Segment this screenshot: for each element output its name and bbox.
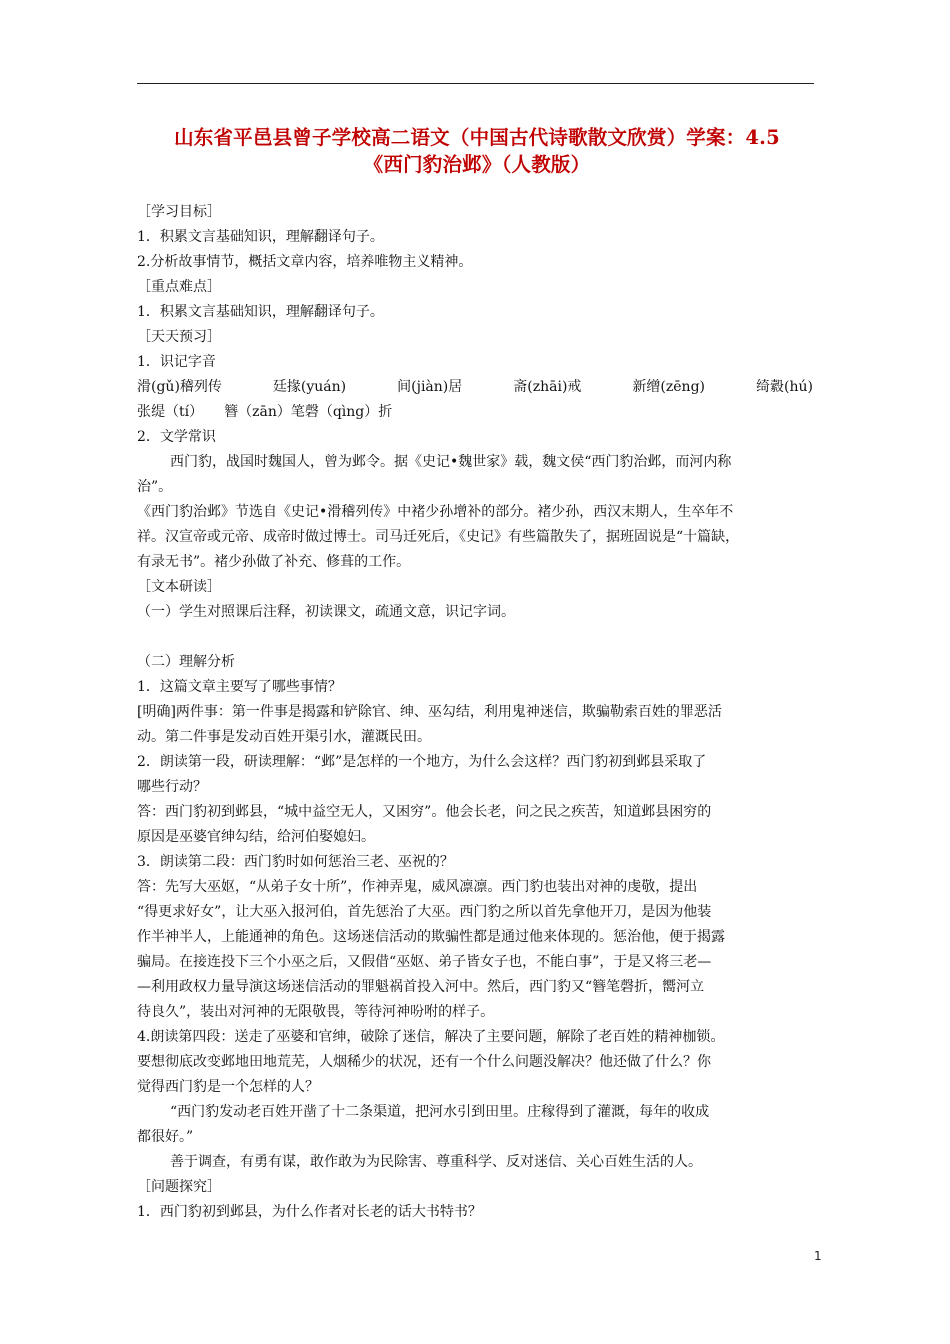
text-line: 1．积累文言基础知识，理解翻译句子。 <box>137 229 384 245</box>
pinyin-item: 间(jiàn)居 <box>397 379 463 395</box>
section-heading: ［文本研读］ <box>137 579 221 595</box>
text-line: 原因是巫婆官绅勾结，给河伯娶媳妇。 <box>137 829 375 845</box>
text-line: （二）理解分析 <box>137 654 235 670</box>
text-line: 4.朗读第四段：送走了巫婆和官绅，破除了迷信，解决了主要问题，解除了老百姓的精神枷锁。 <box>137 1029 725 1045</box>
section-heading: ［问题探究］ <box>137 1179 221 1195</box>
header-rule <box>137 83 814 84</box>
text-line: （一）学生对照课后注释，初读课文，疏通文意，识记字词。 <box>137 604 515 620</box>
text-line: 有录无书”。褚少孙做了补充、修葺的工作。 <box>137 554 411 570</box>
pinyin-item: 廷掾(yuán) <box>272 379 347 395</box>
pinyin-item: 斋(zhāi)戒 <box>513 379 582 395</box>
text-line: 觉得西门豹是一个怎样的人？ <box>137 1079 319 1095</box>
text-line: 善于调查，有勇有谋，敢作敢为为民除害、尊重科学、反对迷信、关心百姓生活的人。 <box>170 1154 702 1170</box>
text-line: [明确]两件事：第一件事是揭露和铲除官、绅、巫勾结，利用鬼神迷信，欺骗勒索百姓的罪恶活 <box>137 704 722 720</box>
pinyin-row <box>137 375 813 400</box>
pinyin-item: 绮縠(hú) <box>756 379 813 395</box>
text-line: 动。第二件事是发动百姓开渠引水，灌溉民田。 <box>137 729 431 745</box>
text-line: 骗局。在接连投下三个小巫之后，又假借“巫妪、弟子皆女子也，不能白事”，于是又将三老— <box>137 954 712 970</box>
text-line: 《西门豹治邺》节选自《史记•滑稽列传》中褚少孙增补的部分。褚少孙，西汉末期人，生卒年不 <box>137 504 734 520</box>
text-line: 1．西门豹初到邺县，为什么作者对长老的话大书特书？ <box>137 1204 482 1220</box>
title-line-1: 山东省平邑县曾子学校高二语文（中国古代诗歌散文欣赏）学案：4.5 <box>174 126 780 149</box>
pinyin-item: 滑(gǔ)稽列传 <box>137 379 222 395</box>
text-line: “得更求好女”，让大巫入报河伯，首先惩治了大巫。西门豹之所以首先拿他开刀，是因为他装 <box>137 904 712 920</box>
document-title <box>137 124 817 178</box>
text-line: 都很好。” <box>137 1129 194 1145</box>
text-line: 作半神半人，上能通神的角色。这场迷信活动的欺骗性都是通过他来体现的。惩治他，便于揭露 <box>137 929 725 945</box>
document-body <box>137 200 823 1225</box>
text-line: 要想彻底改变邺地田地荒芜，人烟稀少的状况，还有一个什么问题没解决？他还做了什么？你 <box>137 1054 711 1070</box>
text-line: 2．朗读第一段，研读理解：“邺”是怎样的一个地方，为什么会这样？西门豹初到邺县采取了 <box>137 754 707 770</box>
page-number: 1 <box>814 1249 822 1263</box>
blank-line <box>137 625 823 650</box>
section-heading: ［学习目标］ <box>137 204 221 220</box>
text-line: 答：先写大巫妪，“从弟子女十所”，作神弄鬼，威风凛凛。西门豹也装出对神的虔敬，提出 <box>137 879 698 895</box>
section-heading: ［重点难点］ <box>137 279 221 295</box>
text-line: 哪些行动？ <box>137 779 207 795</box>
text-line: 1．识记字音 <box>137 354 216 370</box>
text-line: 张缇（tí） 簪（zān）笔磬（qìng）折 <box>137 404 393 420</box>
text-line: “西门豹发动老百姓开凿了十二条渠道，把河水引到田里。庄稼得到了灌溉，每年的收成 <box>170 1104 710 1120</box>
text-line: 1．这篇文章主要写了哪些事情？ <box>137 679 342 695</box>
text-line: 3．朗读第二段：西门豹时如何惩治三老、巫祝的？ <box>137 854 454 870</box>
text-line: 西门豹，战国时魏国人，曾为邺令。据《史记•魏世家》载，魏文侯“西门豹治邺，而河内称 <box>170 454 732 470</box>
text-line: 1．积累文言基础知识，理解翻译句子。 <box>137 304 384 320</box>
text-line: 治”。 <box>137 479 173 495</box>
text-line: 2.分析故事情节，概括文章内容，培养唯物主义精神。 <box>137 254 473 270</box>
text-line: 待良久”，装出对河神的无限敬畏，等待河神吩咐的样子。 <box>137 1004 495 1020</box>
text-line: —利用政权力量导演这场迷信活动的罪魁祸首投入河中。然后，西门豹又“簪笔磬折，嚮河立 <box>137 979 705 995</box>
title-line-2: 《西门豹治邺》（人教版） <box>363 153 591 176</box>
text-line: 祥。汉宣帝或元帝、成帝时做过博士。司马迁死后，《史记》有些篇散失了，据班固说是“十篇缺， <box>137 529 740 545</box>
section-heading: ［天天预习］ <box>137 329 221 345</box>
pinyin-item: 新缯(zēng) <box>632 379 706 395</box>
text-line: 答：西门豹初到邺县，“城中益空无人，又困穷”。他会长老，问之民之疾苦，知道邺县困穷的 <box>137 804 712 820</box>
text-line: 2．文学常识 <box>137 429 216 445</box>
